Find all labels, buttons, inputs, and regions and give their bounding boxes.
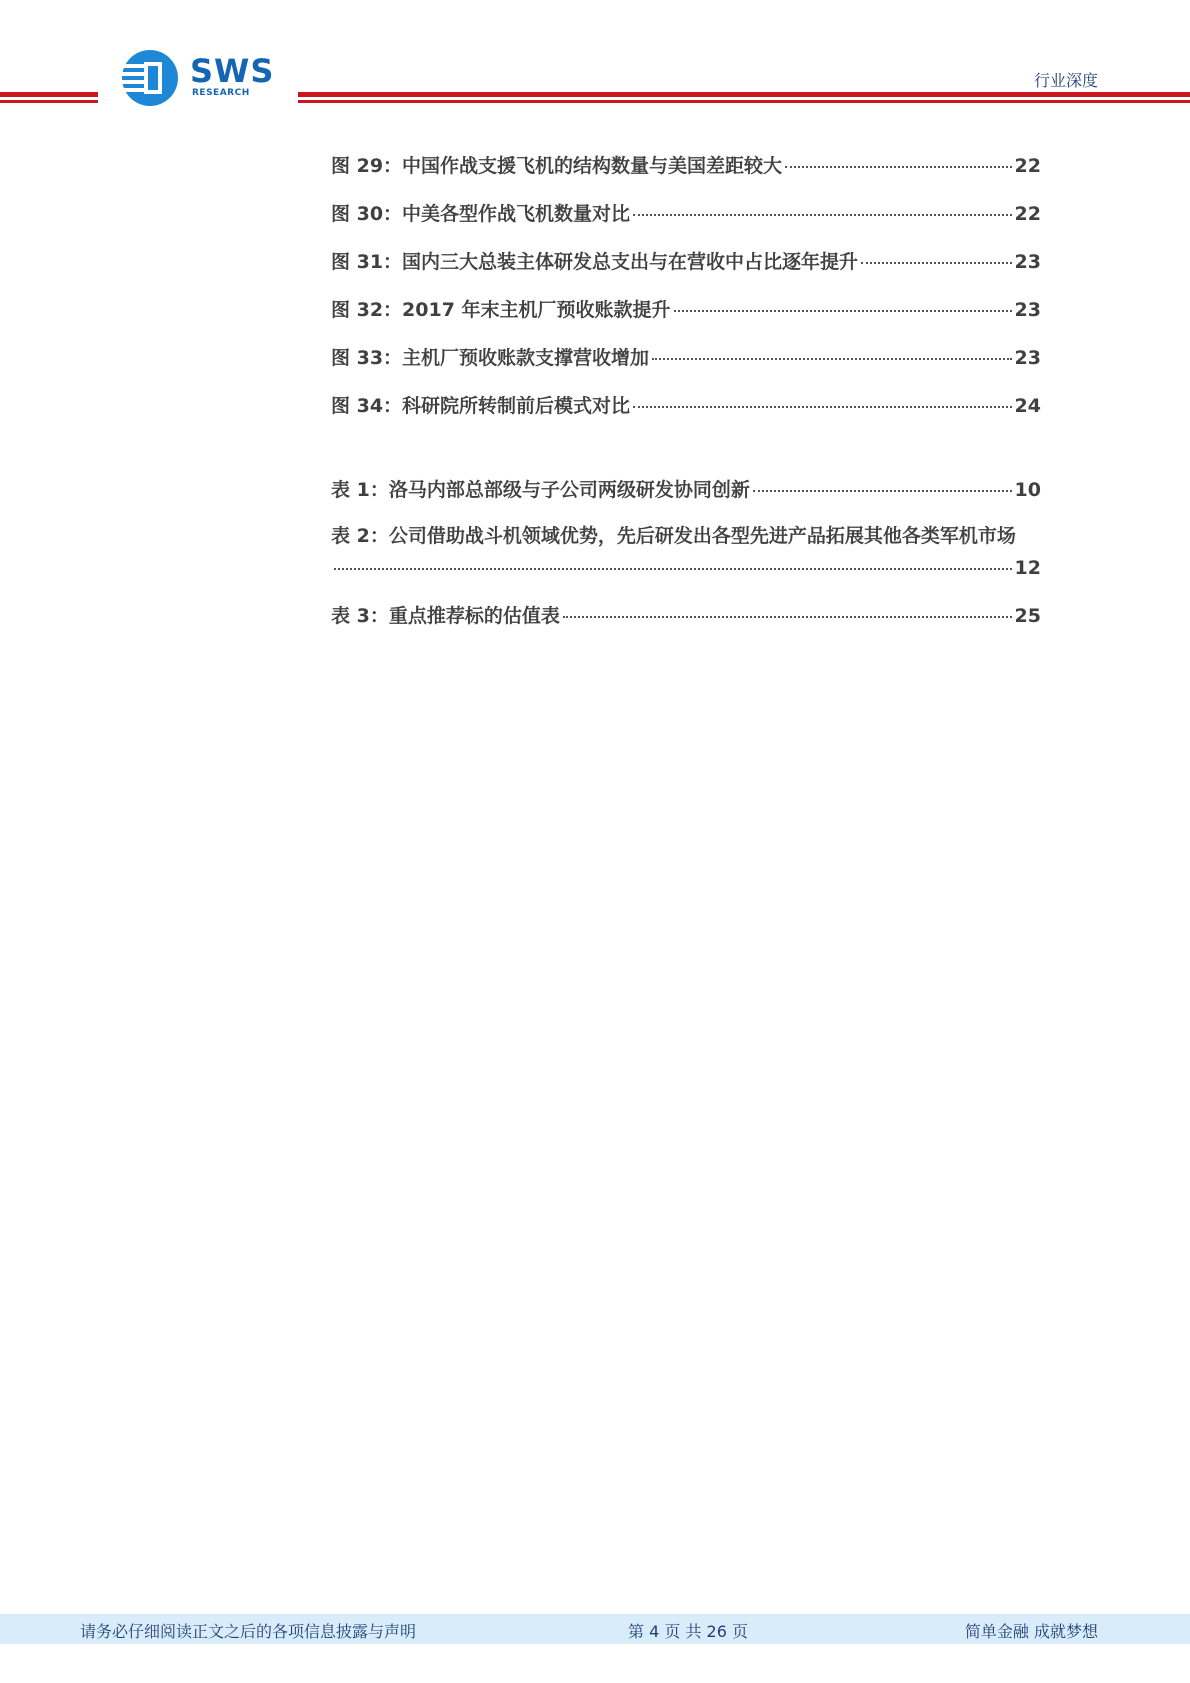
sws-logo-mark-icon — [120, 48, 180, 108]
page-footer — [0, 1614, 1190, 1644]
toc-entry-page: 25 — [1014, 605, 1041, 627]
footer-slogan: 简单金融 成就梦想 — [964, 1622, 1098, 1641]
toc-entry-table-1[interactable] — [331, 472, 1041, 520]
toc-leader-dots — [633, 406, 1011, 408]
toc-leader-dots — [674, 310, 1012, 312]
toc-entry-table-3[interactable] — [331, 598, 1041, 646]
toc-entry-page: 22 — [1014, 203, 1041, 225]
header-rule-right — [298, 92, 1190, 97]
toc-entry-label: 图 32：2017 年末主机厂预收账款提升 — [331, 299, 671, 321]
header-rule-left-thin — [0, 100, 98, 103]
toc-leader-dots — [633, 214, 1011, 216]
toc-entry-figure-34[interactable] — [331, 388, 1041, 436]
toc-entry-figure-29[interactable] — [331, 148, 1041, 196]
toc-entry-figure-32[interactable] — [331, 292, 1041, 340]
toc-entry-label: 图 29：中国作战支援飞机的结构数量与美国差距较大 — [331, 155, 783, 177]
header-rule-left — [0, 92, 98, 97]
toc-entry-page: 12 — [1014, 557, 1041, 579]
toc-entry-figure-30[interactable] — [331, 196, 1041, 244]
sws-logo — [120, 48, 280, 108]
toc-entry-label: 图 31：国内三大总装主体研发总支出与在营收中占比逐年提升 — [331, 251, 859, 273]
toc-entry-label: 表 1：洛马内部总部级与子公司两级研发协同创新 — [331, 479, 750, 501]
toc-leader-dots — [652, 358, 1011, 360]
toc-entry-label: 图 34：科研院所转制前后模式对比 — [331, 395, 631, 417]
table-of-contents — [331, 148, 1041, 646]
document-type: 行业深度 — [1033, 71, 1098, 90]
toc-entry-page: 24 — [1014, 395, 1041, 417]
toc-entry-page: 23 — [1014, 299, 1041, 321]
toc-leader-dots — [563, 616, 1012, 618]
toc-entry-label: 图 33：主机厂预收账款支撑营收增加 — [331, 347, 650, 369]
logo-subtext: RESEARCH — [192, 88, 250, 98]
toc-entry-figure-33[interactable] — [331, 340, 1041, 388]
toc-entry-label: 表 2：公司借助战斗机领域优势，先后研发出各型先进产品拓展其他各类军机市场 — [331, 525, 1016, 547]
toc-entry-page: 23 — [1014, 347, 1041, 369]
toc-entry-label: 表 3：重点推荐标的估值表 — [331, 605, 560, 627]
toc-leader-dots — [753, 490, 1012, 492]
toc-entry-label: 图 30：中美各型作战飞机数量对比 — [331, 203, 631, 225]
toc-leader-dots — [785, 166, 1011, 168]
logo-text: SWS — [190, 52, 275, 90]
header-rule-right-thin — [298, 100, 1190, 103]
footer-disclaimer: 请务必仔细阅读正文之后的各项信息披露与声明 — [80, 1622, 417, 1641]
toc-entry-figure-31[interactable] — [331, 244, 1041, 292]
toc-entry-page: 23 — [1014, 251, 1041, 273]
toc-entry-page: 22 — [1014, 155, 1041, 177]
section-gap — [331, 436, 1041, 472]
footer-page-number: 第 4 页 共 26 页 — [628, 1622, 748, 1641]
toc-entry-table-2[interactable] — [331, 520, 1041, 584]
toc-leader-dots — [334, 568, 1012, 570]
toc-entry-page: 10 — [1014, 479, 1041, 501]
toc-leader-dots — [861, 262, 1011, 264]
